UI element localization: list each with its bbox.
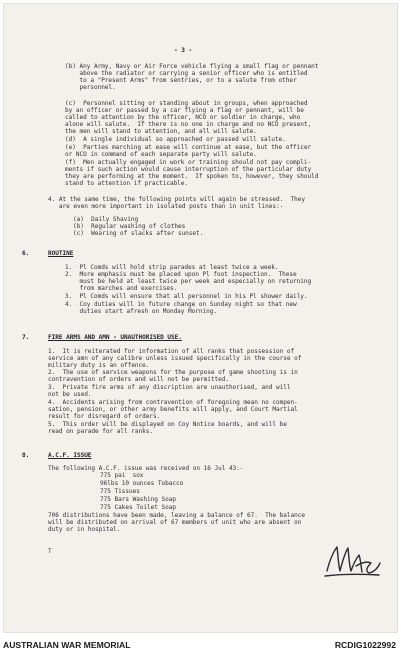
intro-c-line: called to attention by the officer, NCO or soldier in charge, who xyxy=(65,114,301,121)
intro-f-line: ments if such action would cause interruption of the particular duty xyxy=(65,166,312,173)
intro-c-line: (c) Personnel sitting or standing about in groups, when approached xyxy=(65,100,308,107)
para4-line: 4. At the same time, the following points will again be stressed. They xyxy=(48,196,305,203)
intro-d-line: (d) A single individual so approached or passed will salute. xyxy=(65,136,286,143)
section-8-number: 8. xyxy=(22,452,30,459)
acf-closing-line: duty or in hospital. xyxy=(48,526,121,533)
routine-line: must be held at least twice per week and especially on returning xyxy=(65,278,312,285)
document-page xyxy=(3,3,398,633)
intro-f-line: stand to attention if practicable. xyxy=(65,180,189,187)
fire-arms-line: 3. Private fire arms of any discription are unauthorised, and will xyxy=(48,384,291,391)
acf-item: 96lbs 10 ounces Tobacco xyxy=(100,480,184,487)
archive-footer xyxy=(0,633,401,653)
fire-arms-line: 2. The use of service weapons for the purpose of game shooting is in xyxy=(48,369,298,376)
fire-arms-line: not be used. xyxy=(48,391,92,398)
acf-item: 775 Cakes Toilet Soap xyxy=(100,504,176,511)
intro-c-line: the men will stand to attention, and all will salute. xyxy=(65,128,257,135)
fire-arms-line: service amn of any calibre unless issued specifically in the course of xyxy=(48,355,302,362)
routine-line: 3. Pl Comds will ensure that all personnel in his Pl shower daily. xyxy=(65,293,308,300)
section-6-title: ROUTINE xyxy=(48,250,74,257)
intro-c-line: alone will salute. If there is no one in charge and no NCO present, xyxy=(65,121,312,128)
acf-item: 775 Tissues xyxy=(100,488,140,495)
footer-archive-name: AUSTRALIAN WAR MEMORIAL xyxy=(3,640,131,650)
intro-e-line: (e) Parties marching at ease will continue at ease, but the officer xyxy=(65,144,312,151)
section-7-title: FIRE ARMS AND AMN - UNAUTHORISED USE. xyxy=(48,334,182,341)
page-number: - 3 - xyxy=(174,47,193,54)
intro-c-line: by an officer or passed by a car flying a flag or pennant, will be xyxy=(65,107,304,114)
section-6-number: 6. xyxy=(22,250,30,257)
para4-item: (c) Wearing of slacks after sunset. xyxy=(73,230,204,237)
handwritten-signature-icon xyxy=(321,541,383,581)
section-7-number: 7. xyxy=(22,334,30,341)
intro-e-line: or NCO in command of each separate party will salute. xyxy=(65,151,257,158)
acf-closing-line: will be distributed on arrival of 67 members of unit who are absent on xyxy=(48,519,302,526)
fire-arms-line: 4. Accidents arising from contravention of foregoing mean no compen- xyxy=(48,399,298,406)
fire-arms-line: 1. It is reiterated for information of all ranks that possession of xyxy=(48,348,295,355)
acf-item: 775 Bars Washing Soap xyxy=(100,496,176,503)
page-mark: T xyxy=(48,548,52,555)
intro-b-line: to a "Present Arms" from sentries, or to a salute from other xyxy=(65,77,297,84)
intro-f-line: (f) Men actually engaged in work or training should not pay compli- xyxy=(65,159,312,166)
fire-arms-line: military duty is an offence. xyxy=(48,362,150,369)
acf-intro: The following A.C.F. issue was received on 16 Jul 43:- xyxy=(48,465,244,472)
fire-arms-line: sation, pension, or other army benefits will apply, and Court Martial xyxy=(48,406,298,413)
fire-arms-line: 5. This order will be displayed on Coy Notice boards, and will be xyxy=(48,421,287,428)
para4-line: are even more important in isolated posts than in unit lines:- xyxy=(48,203,284,210)
routine-line: from marches and exercises. xyxy=(65,285,178,292)
para4-item: (a) Daily Shaving xyxy=(73,216,139,223)
intro-b-line: personnel. xyxy=(65,84,116,91)
intro-f-line: they are performing at the moment. If spoken to, however, they should xyxy=(65,173,319,180)
fire-arms-line: read on parade for all ranks. xyxy=(48,428,153,435)
para4-item: (b) Regular washing of clothes xyxy=(73,223,186,230)
routine-line: 4. Coy duties will in future change on Sunday night so that new xyxy=(65,301,297,308)
routine-line: 1. Pl Comds will hold strip parades at least twice a week. xyxy=(65,264,279,271)
routine-line: duties start afresh on Monday Morning. xyxy=(65,308,217,315)
intro-b-line: (b) Any Army, Navy or Air Force vehicle flying a small flag or pennant xyxy=(65,63,319,70)
acf-item: 775 pai sox xyxy=(100,472,144,479)
fire-arms-line: contravention of orders and will not be permitted. xyxy=(48,376,229,383)
footer-record-id: RCDIG1022992 xyxy=(334,640,396,650)
section-8-title: A.C.F. ISSUE xyxy=(48,452,92,459)
intro-b-line: above the radiator or carrying a senior officer who is entitled xyxy=(65,70,308,77)
acf-closing-line: 706 distributions have been made, leaving a balance of 67. The balance xyxy=(48,512,305,519)
fire-arms-line: result for disregard of orders. xyxy=(48,413,161,420)
routine-line: 2. More emphasis must be placed upon Pl foot inspection. These xyxy=(65,271,297,278)
